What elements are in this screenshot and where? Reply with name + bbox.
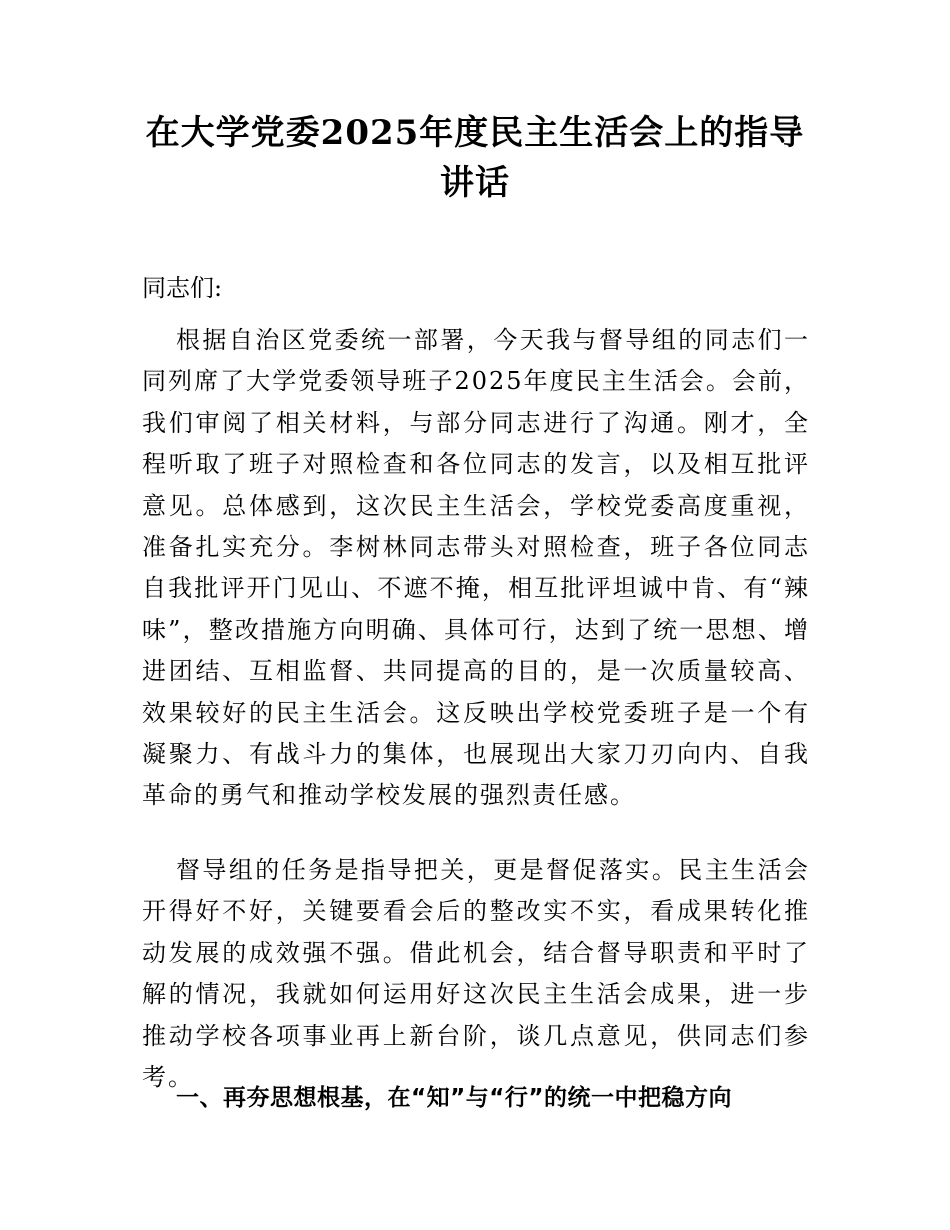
document-title: 在大学党委2025年度民主生活会上的指导讲话 xyxy=(145,113,805,203)
salutation: 同志们: xyxy=(142,274,223,302)
section-heading-1: 一、再夯思想根基，在“知”与“行”的统一中把稳方向 xyxy=(176,1085,732,1111)
paragraph-1: 根据自治区党委统一部署，今天我与督导组的同志们一同列席了大学党委领导班子2025年度民主生活会。会前，我们审阅了相关材料，与部分同志进行了沟通。刚才，全程听取了班子对照检查和各位同志的发言，以及相互批评意见。总体感到，这次民主生活会，学校党委高度重视，准备扎实充分。李树林同志带头对照检查，班子各位同志自我批评开门见山、不遮不掩，相互批评坦诚中肯、有“辣味”，整改措施方向明确、具体可行，达到了统一思想、增进团结、互相监督、共同提高的目的，是一次质量较高、效果较好的民主生活会。这反映出学校党委班子是一个有凝聚力、有战斗力的集体，也展现出大家刀刃向内、自我革命的勇气和推动学校发展的强烈责任感。 xyxy=(142,326,810,810)
paragraph-2: 督导组的任务是指导把关，更是督促落实。民主生活会开得好不好，关键要看会后的整改实不实，看成果转化推动发展的成效强不强。借此机会，结合督导职责和平时了解的情况，我就如何运用好这次民主生活会成果，进一步推动学校各项事业再上新台阶，谈几点意见，供同志们参考。 xyxy=(142,856,810,1092)
